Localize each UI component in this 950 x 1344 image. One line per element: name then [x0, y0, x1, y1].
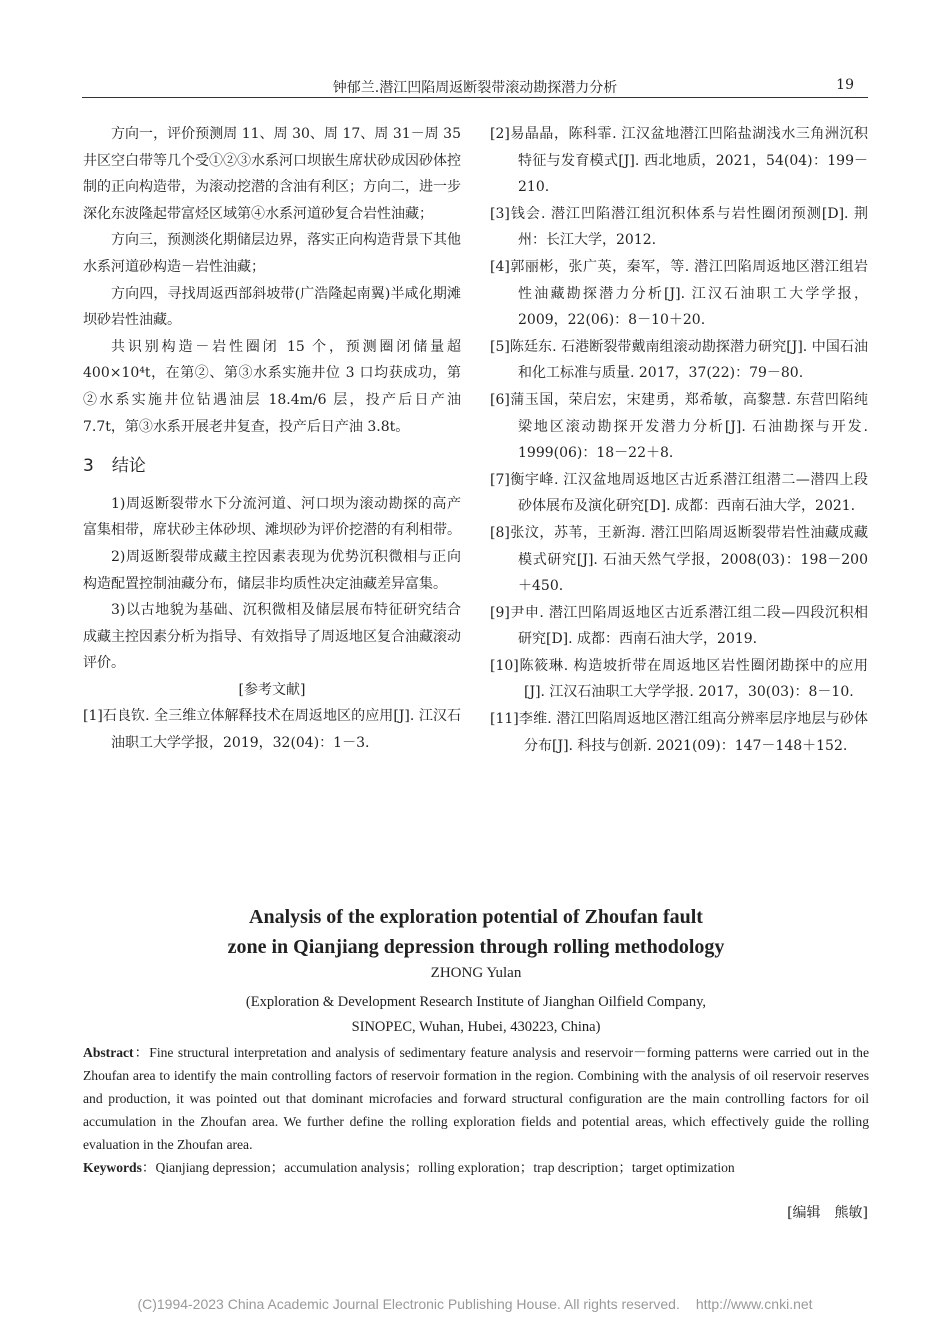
body-paragraph: 方向四，寻找周返西部斜坡带(广浩隆起南翼)半咸化期滩坝砂岩性油藏。: [83, 285, 461, 329]
english-title: [83, 902, 869, 962]
section-title: 结论: [111, 456, 146, 477]
running-header: [82, 77, 868, 98]
reference-item: [4]郭丽彬，张广英，秦军，等. 潜江凹陷周返地区潜江组岩性油藏勘探潜力分析[J]. 江汉石油职工大学学报，2009，22(06)：8－10＋20.: [490, 258, 868, 329]
conclusion-item: 2)周返断裂带成藏主控因素表现为优势沉积微相与正向构造配置控制油藏分布，储层非均质性决定油藏差异富集。: [83, 548, 461, 592]
reference-item: [3]钱会. 潜江凹陷潜江组沉积体系与岩性圈闭预测[D]. 荆州：长江大学，2012.: [490, 205, 868, 249]
copyright-footer: [0, 1296, 950, 1312]
keywords-label: Keywords: [83, 1160, 142, 1175]
footer-url[interactable]: http://www.cnki.net: [695, 1296, 813, 1312]
header-title: 钟郁兰.潜江凹陷周返断裂带滚动勘探潜力分析: [332, 80, 618, 96]
references-heading: [参考文献]: [238, 681, 306, 698]
affiliation-line: SINOPEC, Wuhan, Hubei, 430223, China): [351, 1019, 601, 1035]
section-number: 3: [83, 456, 94, 477]
english-keywords: [83, 1156, 869, 1179]
reference-item: [6]蒲玉国，荣启宏，宋建勇，郑希敏，高黎慧. 东营凹陷纯梁地区滚动勘探开发潜力分析[J]. 石油勘探与开发. 1999(06)：18－22＋8.: [490, 391, 868, 462]
body-paragraph: 方向三，预测淡化期储层边界，落实正向构造背景下其他水系河道砂构造－岩性油藏；: [83, 232, 461, 275]
body-paragraph: 共识别构造－岩性圈闭 15 个，预测圈闭储量超 400×10⁴t，在第②、第③水系实施井位 3 口均获成功，第②水系实施井位钻遇油层 18.4m/6 层，投产后日产油 7.7t，第③水系开展老井复查，投产后日产油 3.8t。: [83, 338, 461, 435]
reference-item: [5]陈廷东. 石港断裂带戴南组滚动勘探潜力研究[J]. 中国石油和化工标准与质量. 2017，37(22)：79－80.: [490, 338, 868, 382]
conclusion-item: 3)以古地貌为基础、沉积微相及储层展布特征研究结合成藏主控因素分析为指导、有效指导了周返地区复合油藏滚动评价。: [83, 602, 461, 672]
affiliation-line: (Exploration & Development Research Institute of Jianghan Oilfield Company,: [245, 994, 707, 1010]
english-affiliation: [83, 990, 869, 1040]
page-number: 19: [836, 77, 854, 93]
english-abstract: [83, 1041, 869, 1156]
abstract-text: ：Fine structural interpretation and analysis of sedimentary feature analysis and reservoir－forming patterns were carried out in the Zhoufan area to identify the main controlling factors of reservoir formation in the region. Combining with the analysis of oil reservoir reserves and production, it was pointed out that dominant microfacies and forward structural configuration are the main controlling factors for oil accumulation in the Zhoufan area. We further define the rolling exploration fields and potential areas, which effectively guide the rolling evaluation in the Zhoufan area.: [83, 1045, 869, 1152]
reference-item: [8]张汶，苏苇，王新海. 潜江凹陷周返断裂带岩性油藏成藏模式研究[J]. 石油天然气学报，2008(03)：198－200＋450.: [490, 524, 868, 595]
reference-item: [10]陈筱琳. 构造坡折带在周返地区岩性圈闭勘探中的应用[J]. 江汉石油职工大学学报. 2017，30(03)：8－10.: [490, 657, 868, 701]
right-column: [490, 121, 868, 759]
reference-item: [7]衡宇峰. 江汉盆地周返地区古近系潜江组潜二—潜四上段砂体展布及演化研究[D]. 成都：西南石油大学，2021.: [490, 471, 868, 515]
english-title-line: Analysis of the exploration potential of Zhoufan fault: [249, 906, 703, 928]
copyright-text: (C)1994-2023 China Academic Journal Electronic Publishing House. All rights reserved.: [137, 1296, 680, 1312]
left-column: [83, 121, 461, 757]
conclusion-item: 1)周返断裂带水下分流河道、河口坝为滚动勘探的高产富集相带，席状砂主体砂坝、滩坝砂为评价挖潜的有利相带。: [83, 495, 461, 539]
keywords-text: ：Qianjiang depression；accumulation analysis；rolling exploration；trap description；target optimization: [141, 1160, 735, 1175]
body-paragraph: 方向一，评价预测周 11、周 30、周 17、周 31－周 35 井区空白带等几个受①②③水系河口坝嵌生席状砂成因砂体控制的正向构造带，为滚动挖潜的含油有利区；方向二，进一步深化东波隆起带富烃区域第④水系河道砂复合岩性油藏；: [83, 126, 461, 222]
abstract-label: Abstract: [83, 1045, 134, 1060]
english-author: ZHONG Yulan: [430, 965, 522, 981]
reference-item: [2]易晶晶，陈科霏. 江汉盆地潜江凹陷盐湖浅水三角洲沉积特征与发育模式[J]. 西北地质，2021，54(04)：199－210.: [490, 126, 868, 196]
reference-item: [1]石良钦. 全三维立体解释技术在周返地区的应用[J]. 江汉石油职工大学学报，2019，32(04)：1－3.: [83, 708, 461, 752]
reference-item: [11]李维. 潜江凹陷周返地区潜江组高分辨率层序地层与砂体分布[J]. 科技与创新. 2021(09)：147－148＋152.: [490, 711, 868, 754]
english-title-line: zone in Qianjiang depression through rolling methodology: [227, 936, 725, 958]
reference-item: [9]尹申. 潜江凹陷周返地区古近系潜江组二段—四段沉积相研究[D]. 成都：西南石油大学，2019.: [490, 604, 868, 648]
section-heading: [83, 453, 461, 480]
editor-note: [编辑 熊敏]: [787, 1205, 868, 1221]
